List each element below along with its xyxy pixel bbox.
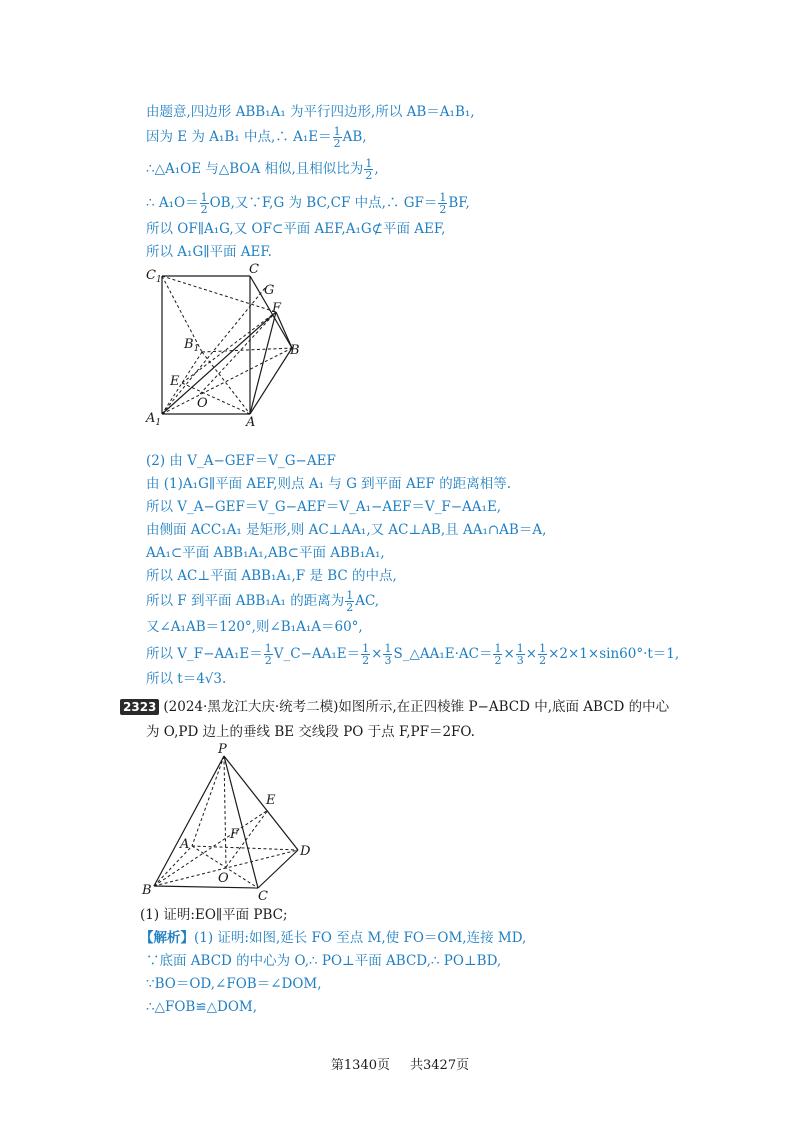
page-total: 共3427页 (410, 1058, 470, 1073)
text-segment: OB,又∵F,G 为 BC,CF 中点,∴ GF＝ (209, 195, 438, 211)
analysis-line-4: ∴△FOB≌△DOM, (146, 999, 258, 1015)
fraction-denominator: 2 (200, 203, 208, 216)
analysis-line-1 (140, 929, 526, 947)
fraction-third (516, 643, 525, 666)
solution-line-13 (146, 590, 379, 613)
edge-c1-b1 (162, 276, 202, 352)
fraction-denominator: 2 (439, 203, 447, 216)
edge-c1-f (162, 276, 276, 312)
prism-figure (140, 262, 320, 430)
text-segment: 所以 F 到平面 ABB₁A₁ 的距离为 (146, 593, 345, 609)
fraction-half (345, 590, 354, 613)
edge-b1-a (202, 352, 250, 414)
label-b: B (142, 883, 152, 898)
fraction-denominator: 2 (346, 601, 354, 614)
label-e: E (170, 374, 180, 389)
solution-line-2 (146, 126, 367, 149)
fraction-third (383, 643, 392, 666)
label-g: G (264, 283, 275, 298)
label-c: C (249, 262, 259, 277)
fraction-numerator: 1 (384, 642, 392, 655)
solution-line-5: 所以 OF∥A₁G,又 OF⊂平面 AEF,A₁G⊄平面 AEF, (146, 221, 446, 237)
solution-line-14: 又∠A₁AB＝120°,则∠B₁A₁A＝60°, (146, 619, 363, 635)
fraction-denominator: 2 (264, 654, 272, 667)
fraction-numerator: 1 (539, 642, 547, 655)
analysis-line-2: ∵底面 ABCD 的中心为 O,∴ PO⊥平面 ABCD,∴ PO⊥BD, (146, 953, 502, 969)
fraction-denominator: 3 (516, 654, 524, 667)
solution-line-6: 所以 A₁G∥平面 AEF. (146, 244, 272, 260)
problem-line-2: 为 O,PD 边上的垂线 BE 交线段 PO 于点 F,PF＝2FO. (146, 724, 475, 740)
fraction-numerator: 1 (264, 642, 272, 655)
text-segment: V_C−AA₁E＝ (273, 646, 361, 662)
text-segment: 所以 V_F−AA₁E＝ (146, 646, 263, 662)
text-segment: ∴ A₁O＝ (146, 195, 199, 211)
text-segment: BF, (448, 195, 470, 211)
text-segment: ∴△A₁OE 与△BOA 相似,且相似比为 (146, 161, 364, 177)
solution-line-7: (2) 由 V_A−GEF＝V_G−AEF (146, 453, 336, 469)
label-a1: $A_1$ (146, 411, 162, 428)
text-segment: (1) 证明:如图,延长 FO 至点 M,使 FO＝OM,连接 MD, (194, 930, 527, 946)
fraction-denominator: 3 (384, 654, 392, 667)
fraction-numerator: 1 (516, 642, 524, 655)
fraction-numerator: 1 (333, 125, 341, 138)
fraction-numerator: 1 (346, 589, 354, 602)
label-d: D (300, 844, 311, 859)
solution-line-4 (146, 192, 470, 215)
text-segment: × (371, 646, 383, 662)
fraction-half (200, 192, 209, 215)
analysis-line-3: ∵BO＝OD,∠FOB＝∠DOM, (146, 976, 322, 992)
fraction-denominator: 2 (494, 654, 502, 667)
label-b: B (290, 343, 300, 358)
label-f: F (272, 301, 282, 316)
fraction-numerator: 1 (439, 191, 447, 204)
label-a: A (246, 415, 256, 430)
label-p: P (218, 742, 227, 757)
text-segment: × (503, 646, 515, 662)
problem-number-badge: 2323 (120, 699, 159, 715)
fraction-numerator: 1 (200, 191, 208, 204)
text-segment: , (374, 161, 379, 177)
solution-line-15 (146, 643, 679, 666)
fraction-half (538, 643, 547, 666)
label-f: F (230, 827, 240, 842)
problem-line-1 (120, 698, 669, 716)
pyramid-figure (140, 742, 320, 902)
edge-b-c (154, 886, 258, 888)
solution-line-8: 由 (1)A₁G∥平面 AEF,则点 A₁ 与 G 到平面 AEF 的距离相等. (146, 476, 512, 492)
problem-text: (2024·黑龙江大庆·统考二模)如图所示,在正四棱锥 P−ABCD 中,底面 ABCD 的中心 (163, 699, 670, 715)
label-b1: $B_1$ (184, 337, 200, 354)
page-footer (0, 1054, 800, 1073)
edge-a-d (192, 846, 298, 850)
text-segment: × (525, 646, 538, 662)
page-number: 第1340页 (330, 1058, 390, 1073)
question-part-1: (1) 证明:EO∥平面 PBC; (140, 907, 288, 923)
fraction-half (438, 192, 447, 215)
label-o: O (197, 396, 208, 411)
text-segment: 因为 E 为 A₁B₁ 中点,∴ A₁E＝ (146, 129, 332, 145)
edge-a1-b (162, 348, 292, 414)
label-a: A (180, 837, 190, 852)
solution-line-16: 所以 t＝4√3. (146, 671, 227, 687)
solution-line-10: 由侧面 ACC₁A₁ 是矩形,则 AC⊥AA₁,又 AC⊥AB,且 AA₁∩AB＝A, (146, 522, 547, 538)
solution-line-9: 所以 V_A−GEF＝V_G−AEF＝V_A₁−AEF＝V_F−AA₁E, (146, 499, 502, 515)
fraction-numerator: 1 (494, 642, 502, 655)
edge-b-a (154, 846, 192, 886)
fraction-denominator: 2 (362, 654, 370, 667)
label-c1: $C_1$ (146, 268, 162, 285)
solution-line-12: 所以 AC⊥平面 ABB₁A₁,F 是 BC 的中点, (146, 568, 397, 584)
fraction-denominator: 2 (539, 654, 547, 667)
analysis-tag: 【解析】 (140, 930, 194, 946)
fraction-half (493, 643, 502, 666)
text-segment: AC, (355, 593, 380, 609)
text-segment: ×2×1×sin60°·t＝1, (548, 646, 680, 662)
solution-line-11: AA₁⊂平面 ABB₁A₁,AB⊂平面 ABB₁A₁, (146, 545, 385, 561)
label-c: C (258, 889, 268, 902)
fraction-half (361, 643, 370, 666)
fraction-half (364, 158, 373, 181)
label-o: O (218, 871, 229, 886)
text-segment: AB, (342, 129, 367, 145)
edge-c-d (258, 850, 298, 888)
fraction-numerator: 1 (365, 157, 373, 170)
fraction-half (264, 643, 273, 666)
segment-p-o (224, 756, 226, 867)
segment-b-e (154, 810, 268, 886)
edge-a1-f (162, 312, 276, 414)
solution-line-1: 由题意,四边形 ABB₁A₁ 为平行四边形,所以 AB＝A₁B₁, (146, 104, 475, 120)
label-e: E (266, 793, 276, 808)
solution-line-3 (146, 158, 379, 181)
edge-p-a (192, 756, 224, 846)
edge-a-f (250, 312, 276, 414)
fraction-numerator: 1 (362, 642, 370, 655)
edge-p-c (224, 756, 258, 888)
fraction-denominator: 2 (365, 169, 373, 182)
edge-a-b (250, 348, 292, 414)
edge-p-b (154, 756, 224, 886)
fraction-half (333, 126, 342, 149)
fraction-denominator: 2 (333, 137, 341, 150)
text-segment: S_△AA₁E·AC＝ (393, 646, 493, 662)
